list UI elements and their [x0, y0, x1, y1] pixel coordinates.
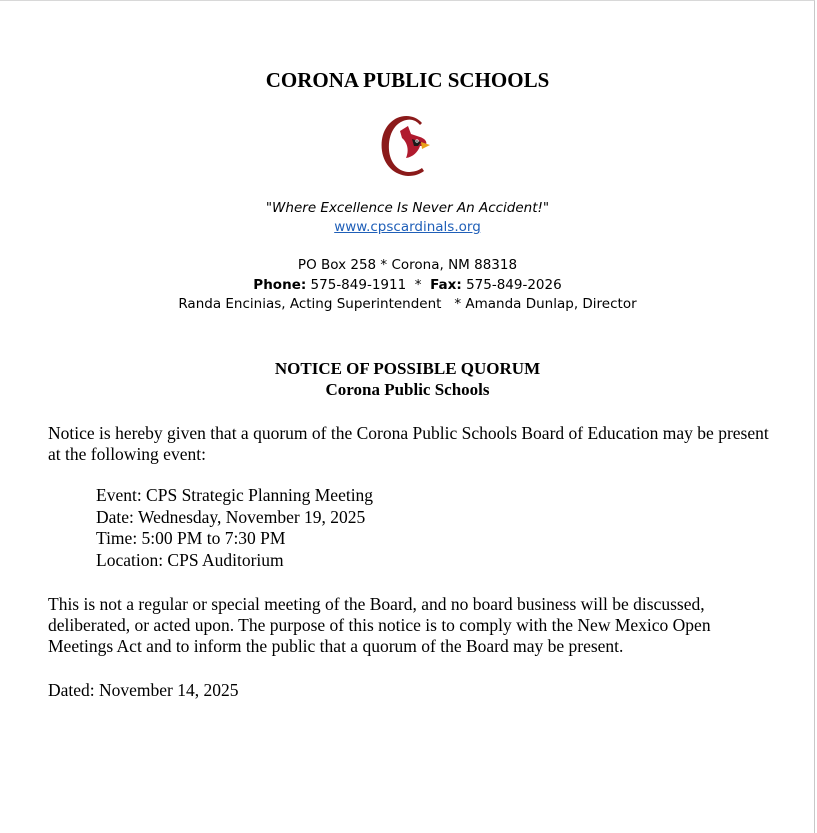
website-link-container — [0, 219, 815, 235]
fax-number: 575-849-2026 — [466, 277, 562, 293]
event-time: Time: 5:00 PM to 7:30 PM — [96, 528, 286, 548]
notice-intro: Notice is hereby given that a quorum of the Corona Public Schools Board of Education may be present at the following event: — [48, 423, 769, 464]
notice-disclaimer: This is not a regular or special meeting of the Board, and no board business will be discussed, deliberated, or acted upon. The purpose of this notice is to comply with the New Mexico Open Meetings Act and to inform the public that a quorum of the Board may be present. — [48, 594, 711, 656]
phone-fax-line: Phone: 575-849-1911 * Fax: 575-849-2026 — [253, 277, 562, 293]
school-motto: "Where Excellence Is Never An Accident!" — [265, 200, 550, 216]
school-name: CORONA PUBLIC SCHOOLS — [265, 68, 550, 92]
phone-label: Phone: — [253, 277, 307, 293]
event-location: Location: CPS Auditorium — [96, 549, 284, 570]
fax-label: Fax: — [430, 277, 462, 293]
notice-title: NOTICE OF POSSIBLE QUORUM — [274, 359, 541, 378]
notice-dated: Dated: November 14, 2025 — [48, 680, 239, 700]
phone-number: 575-849-1911 — [310, 277, 407, 293]
notice-heading — [0, 358, 815, 400]
staff-line: Randa Encinias, Acting Superintendent * Amanda Dunlap, Director — [178, 296, 637, 312]
event-name: Event: CPS Strategic Planning Meeting — [96, 485, 374, 505]
event-date: Date: Wednesday, November 19, 2025 — [96, 506, 366, 527]
cardinal-logo-icon — [378, 113, 436, 179]
event-details — [96, 485, 696, 571]
website-link[interactable]: www.cpscardinals.org — [334, 219, 481, 235]
notice-subtitle: Corona Public Schools — [325, 380, 490, 399]
address: PO Box 258 * Corona, NM 88318 — [297, 257, 518, 273]
